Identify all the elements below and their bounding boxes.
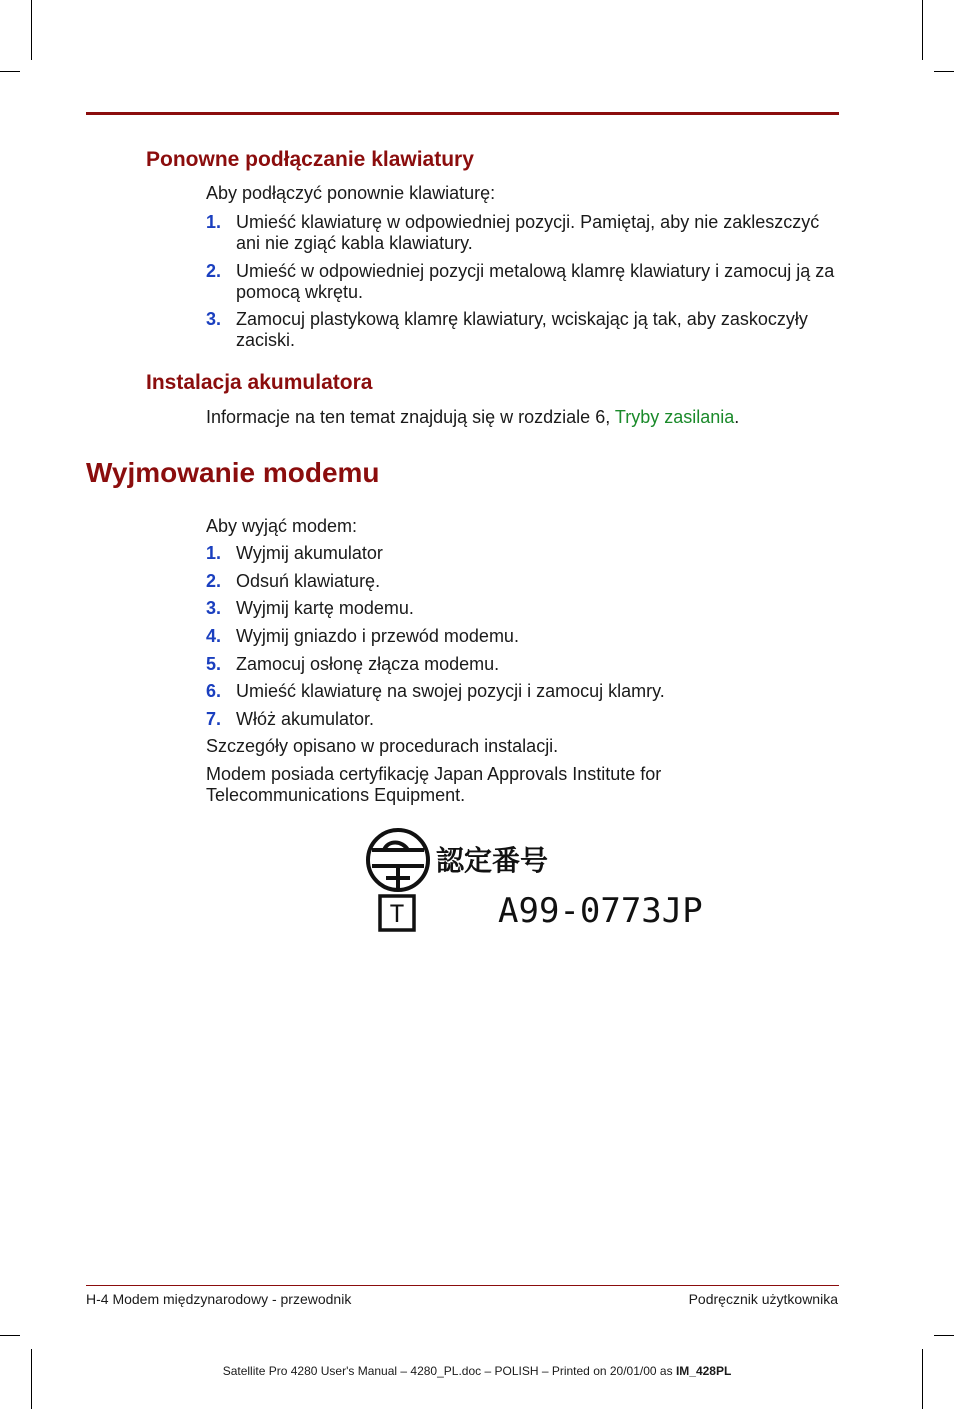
step-number: 4. <box>206 626 222 646</box>
footer-right: Podręcznik użytkownika <box>688 1291 838 1307</box>
step-text: Umieść w odpowiedniej pozycji metalową klamrę klawiatury i zamocuj ją za pomocą wkrętu. <box>236 261 835 302</box>
crop-mark <box>922 1349 923 1409</box>
chapter-link[interactable]: Tryby zasilania <box>614 407 735 427</box>
step-text: Odsuń klawiaturę. <box>236 571 381 591</box>
list-item <box>206 626 836 647</box>
crop-mark <box>934 1335 954 1336</box>
details-text: Szczegóły opisano w procedurach instalacji. <box>206 736 559 756</box>
text-after: . <box>734 407 740 427</box>
step-number: 2. <box>206 261 222 281</box>
print-info-code: IM_428PL <box>675 1364 732 1378</box>
list-item <box>206 681 836 702</box>
crop-mark <box>31 0 32 60</box>
footer-left: H-4 Modem międzynarodowy - przewodnik <box>86 1291 352 1307</box>
section-heading: Instalacja akumulatora <box>146 371 373 394</box>
list-item <box>206 261 836 303</box>
step-text: Umieść klawiaturę na swojej pozycji i zamocuj klamry. <box>236 681 665 701</box>
print-info <box>0 1364 954 1378</box>
crop-mark <box>0 1335 20 1336</box>
step-number: 1. <box>206 212 222 232</box>
step-text: Zamocuj plastykową klamrę klawiatury, wciskając ją tak, aby zaskoczyły zaciski. <box>236 309 808 350</box>
list-item <box>206 212 836 254</box>
list-item <box>206 571 836 592</box>
section-heading: Ponowne podłączanie klawiatury <box>146 148 474 171</box>
telecom-logo-icon <box>368 830 428 890</box>
header-rule <box>86 112 839 115</box>
footer-rule <box>86 1285 839 1286</box>
step-text: Włóż akumulator. <box>236 709 375 729</box>
list-item <box>206 598 836 619</box>
cert-note: Modem posiada certyfikację Japan Approvals Institute for Telecommunications Equipment. <box>206 764 662 805</box>
step-number: 6. <box>206 681 222 701</box>
crop-mark <box>922 0 923 60</box>
step-text: Zamocuj osłonę złącza modemu. <box>236 654 500 674</box>
list-item <box>206 654 836 675</box>
section-text <box>206 407 836 428</box>
step-text: Umieść klawiaturę w odpowiedniej pozycji. Pamiętaj, aby nie zakleszczyć ani nie zgiąć kabla klawiatury. <box>236 212 820 253</box>
section-intro: Aby wyjąć modem: <box>206 516 358 536</box>
step-number: 1. <box>206 543 222 563</box>
step-text: Wyjmij gniazdo i przewód modemu. <box>236 626 519 646</box>
step-number: 7. <box>206 709 222 729</box>
certification-mark <box>362 822 703 934</box>
step-number: 3. <box>206 309 222 329</box>
section-intro: Aby podłączyć ponownie klawiaturę: <box>206 183 496 203</box>
certification-number: A99-0773JP <box>498 891 703 931</box>
text-before: Informacje na ten temat znajdują się w rozdziale 6, <box>206 407 615 427</box>
list-item <box>206 543 836 564</box>
print-info-text: Satellite Pro 4280 User's Manual – 4280_PL.doc – POLISH – Printed on 20/01/00 as <box>222 1364 676 1378</box>
certification-label: 認定番号 <box>436 844 549 877</box>
crop-mark <box>934 71 954 72</box>
step-number: 2. <box>206 571 222 591</box>
crop-mark <box>31 1349 32 1409</box>
list-item <box>206 309 836 351</box>
step-number: 5. <box>206 654 222 674</box>
crop-mark <box>0 71 20 72</box>
step-text: Wyjmij kartę modemu. <box>236 598 414 618</box>
list-item <box>206 709 836 730</box>
step-text: Wyjmij akumulator <box>236 543 383 563</box>
page-title: Wyjmowanie modemu <box>86 457 380 488</box>
t-mark-letter: T <box>389 900 405 928</box>
step-number: 3. <box>206 598 222 618</box>
